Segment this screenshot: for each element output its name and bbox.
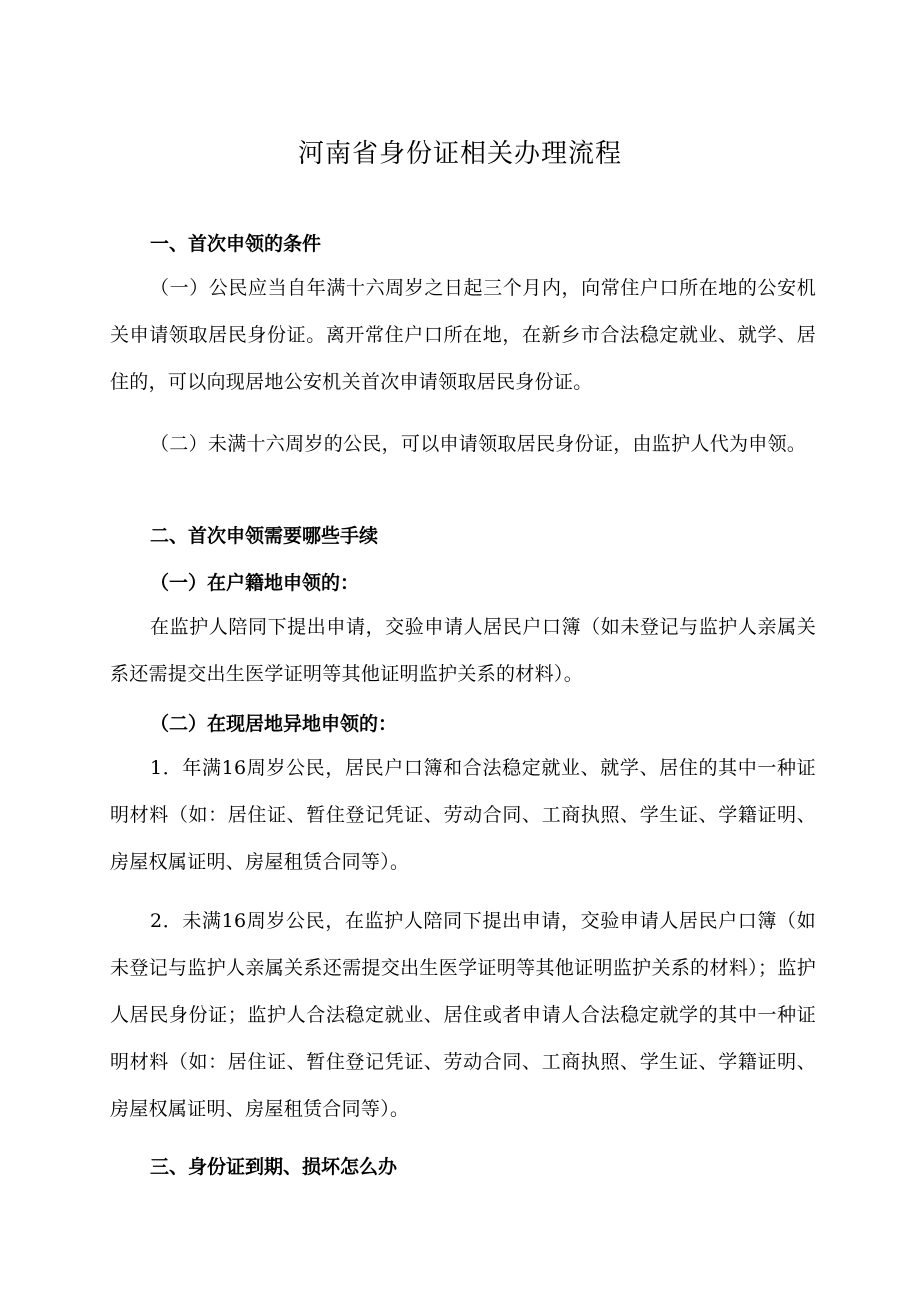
section2-sub2-item-2: 2．未满16周岁公民，在监护人陪同下提出申请，交验申请人居民户口簿（如未登记与监护人亲属关系还需提交出生医学证明等其他证明监护关系的材料）；监护人居民身份证；监护人合法稳定就业、居住或者申请人合法稳定就学的其中一种证明材料（如：居住证、暂住登记凭证、劳动合同、工商执照、学生证、学籍证明、房屋权属证明、房屋租赁合同等）。 — [110, 910, 816, 1120]
section2-subheading-2: （二）在现居地异地申领的： — [150, 713, 398, 735]
section-heading-3: 三、身份证到期、损坏怎么办 — [150, 1156, 398, 1178]
section-heading-2: 二、首次申领需要哪些手续 — [150, 525, 379, 547]
document-title: 河南省身份证相关办理流程 — [297, 139, 622, 169]
section-heading-1: 一、首次申领的条件 — [150, 233, 322, 255]
section1-paragraph-1: （一）公民应当自年满十六周岁之日起三个月内，向常住户口所在地的公安机关申请领取居民身份证。离开常住户口所在地，在新乡市合法稳定就业、就学、居住的，可以向现居地公安机关首次申请领取居民身份证。 — [110, 277, 816, 393]
section2-subheading-1: （一）在户籍地申领的： — [150, 572, 360, 594]
section2-sub2-item-1: 1．年满16周岁公民，居民户口簿和合法稳定就业、就学、居住的其中一种证明材料（如：居住证、暂住登记凭证、劳动合同、工商执照、学生证、学籍证明、房屋权属证明、房屋租赁合同等）。 — [110, 757, 816, 873]
section1-paragraph-2: （二）未满十六周岁的公民，可以申请领取居民身份证，由监护人代为申领。 — [150, 433, 807, 455]
section2-sub1-paragraph: 在监护人陪同下提出申请，交验申请人居民户口簿（如未登记与监护人亲属关系还需提交出生医学证明等其他证明监护关系的材料）。 — [110, 616, 816, 685]
